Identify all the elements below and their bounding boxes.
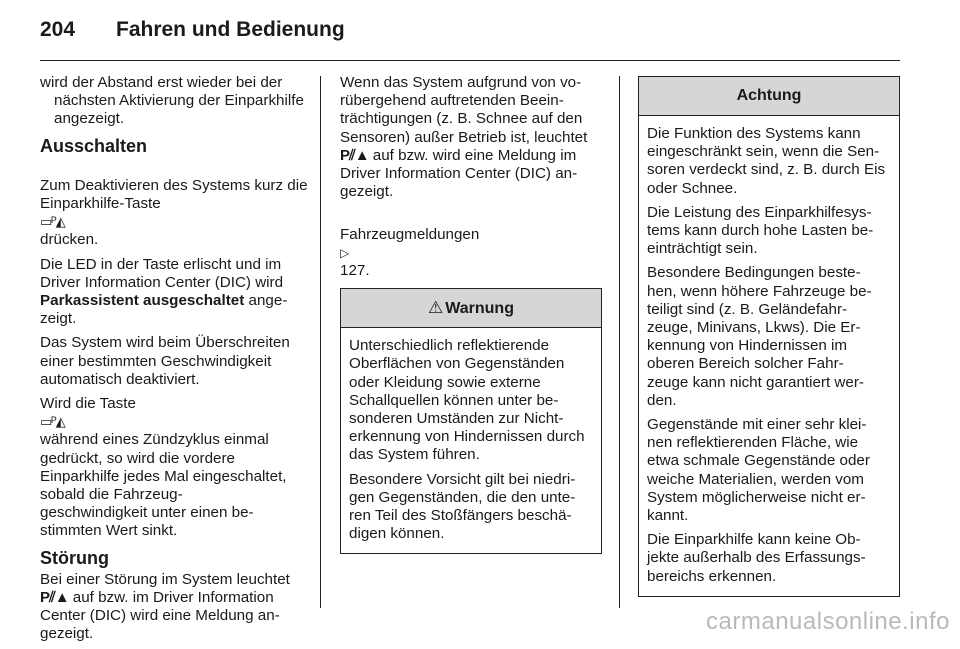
page-header (40, 18, 900, 48)
park-assist-button-icon: ▭ᴾ◭ (40, 414, 65, 430)
status-message-text: Parkassistent ausgeschaltet (40, 292, 245, 310)
column-1 (40, 74, 308, 649)
warning-box-header: ⚠ Warnung (341, 289, 601, 328)
paragraph-off-2: Die LED in der Taste erlischt und im Driver Information Center (DIC) wird Parkassistent ausgeschaltet ange- zeigt. (40, 255, 288, 328)
header-rule (40, 60, 900, 61)
park-assist-button-icon: ▭ᴾ◭ (40, 214, 65, 230)
caution-paragraph-5: Die Einparkhilfe kann keine Ob- jekte außerhalb des Erfassungs- bereichs erkennen. (647, 531, 866, 585)
heading-ausschalten: Ausschalten (40, 135, 148, 156)
park-distance-warning-icon: P⫽▲ (340, 146, 369, 164)
column-divider-1 (320, 76, 321, 608)
intro-paragraph: wird der Abstand erst wieder bei der nächsten Aktivierung der Einparkhilfe angezeigt. (40, 74, 304, 128)
chapter-title: Fahren und Bedienung (116, 18, 345, 41)
paragraph-temp-fault: Wenn das System aufgrund von vo- rübergehend auftretenden Beein- trächtigungen (z. B. Schnee auf den Sensoren) außer Betrieb ist, leuchtet P⫽▲ auf bzw. wird eine Meldung im Driver Information Center (DIC) an- gezeigt. (340, 74, 588, 201)
paragraph-off-1: Zum Deaktivieren des Systems kurz die Einparkhilfe-Taste ▭ᴾ◭ drücken. (40, 176, 308, 249)
paragraph-off-4: Wird die Taste ▭ᴾ◭ während eines Zündzyklus einmal gedrückt, so wird die vordere Einparkhilfe jedes Mal eingeschaltet, sobald die Fahrzeug- geschwindigkeit unter einen be- stimmten Wert sinkt. (40, 395, 287, 540)
warning-triangle-icon: ⚠ (428, 298, 444, 318)
warning-paragraph-2: Besondere Vorsicht gilt bei niedri- gen Gegenständen, die den unte- ren Teil des Stoßfängers beschä- digen können. (349, 470, 576, 543)
reference-arrow-icon: ▷ (340, 245, 350, 260)
caution-paragraph-1: Die Funktion des Systems kann eingeschränkt sein, wenn die Sen- soren verdeckt sind, z. B. durch Eis oder Schnee. (647, 125, 886, 197)
caution-box-body (639, 116, 899, 596)
caution-paragraph-3: Besondere Bedingungen beste- hen, wenn höhere Fahrzeuge be- teiligt sind (z. B. Geländefahr- zeuge, Minivans, Lkws). Die Er- kennung von Hindernissen im oberen Bereich solcher Fahr- zeuge kann nicht garantiert wer- den. (647, 264, 872, 409)
column-divider-2 (619, 76, 620, 608)
warning-box-body (341, 328, 601, 553)
page-reference-link[interactable]: 127. (340, 262, 370, 280)
warning-paragraph-1: Unterschiedlich reflektierende Oberflächen von Gegenständen oder Kleidung sowie externe Schallquellen können unter be- sonderen Umständen zur Nicht- erkennung von Hindernissen durch das System führen. (349, 337, 585, 464)
heading-stoerung: Störung (40, 547, 109, 568)
caution-box (638, 76, 900, 597)
column-2 (340, 74, 602, 554)
column-3 (638, 74, 900, 597)
paragraph-vehicle-messages: Fahrzeugmeldungen ▷ 127. (340, 225, 480, 280)
watermark: carmanualsonline.info (706, 608, 950, 635)
warning-box (340, 288, 602, 554)
park-distance-warning-icon: P⫽▲ (40, 588, 69, 606)
caution-paragraph-2: Die Leistung des Einparkhilfesys- tems kann durch hohe Lasten be- einträchtigt sein. (647, 203, 874, 258)
page-number: 204 (40, 18, 76, 41)
caution-paragraph-4: Gegenstände mit einer sehr klei- nen reflektierenden Fläche, wie etwa schmale Gegenstände oder weiche Materialien, werden vom System möglicherweise nicht er- kannt. (647, 416, 870, 525)
caution-box-header: Achtung (639, 77, 899, 116)
paragraph-fault: Bei einer Störung im System leuchtet P⫽▲ auf bzw. im Driver Information Center (DIC) wird eine Meldung an- gezeigt. (40, 570, 290, 643)
paragraph-off-3: Das System wird beim Überschreiten einer bestimmten Geschwindigkeit automatisch deaktiviert. (40, 334, 290, 388)
